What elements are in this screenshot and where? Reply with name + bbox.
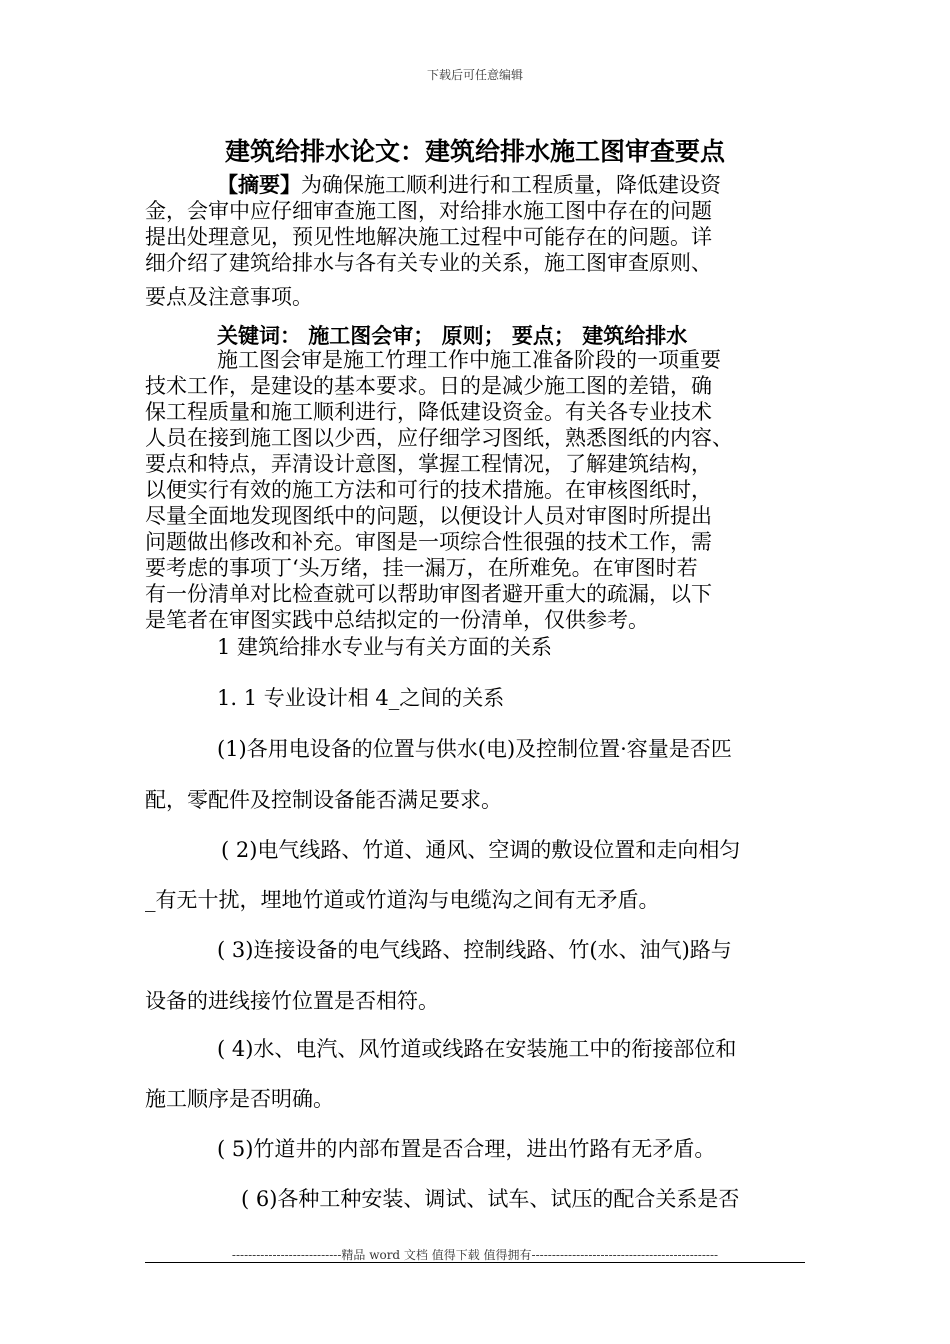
abstract — [145, 172, 805, 310]
intro-line: 要考虑的事项丁‘头万绪，挂一漏万，在所难免。在审图时若 — [145, 556, 698, 580]
intro-line: 问题做出修改和补充。审图是一项综合性很强的技术工作，需 — [145, 530, 712, 554]
item-line: ( 5)竹道井的内部布置是否合理，进出竹路有无矛盾。 — [217, 1137, 716, 1161]
intro-paragraph — [145, 347, 805, 633]
page-footer: ---------------------------精品 word 文档 值得下载 值得拥有---------------------------------------------- — [231, 1248, 719, 1262]
item-line: 配，零配件及控制设备能否满足要求。 — [145, 788, 502, 812]
abstract-text: 为确保施工顺利进行和工程质量，降低建设资 — [301, 173, 721, 197]
abstract-line — [145, 172, 805, 198]
item-line: ( 3)连接设备的电气线路、控制线路、竹(水、油气)路与 — [217, 938, 732, 962]
abstract-line: 提出处理意见，预见性地解决施工过程中可能存在的问题。详 — [145, 225, 712, 249]
item-line: 设备的进线接竹位置是否相符。 — [145, 989, 439, 1013]
item-line: _有无十扰，埋地竹道或竹道沟与电缆沟之间有无矛盾。 — [145, 888, 660, 912]
abstract-line: 金，会审中应仔细审查施工图，对给排水施工图中存在的问题 — [145, 199, 712, 223]
section-heading: 1 建筑给排水专业与有关方面的关系 — [217, 635, 553, 659]
item-line: ( 4)水、电汽、风竹道或线路在安装施工中的衔接部位和 — [217, 1037, 737, 1061]
abstract-line: 细介绍了建筑给排水与各有关专业的关系，施工图审查原则、 — [145, 251, 712, 275]
intro-line: 要点和特点，弄清设计意图，掌握工程情况，了解建筑结构， — [145, 452, 712, 476]
intro-line: 技术工作，是建设的基本要求。日的是减少施工图的差错，确 — [145, 374, 712, 398]
item-line: (1)各用电设备的位置与供水(电)及控制位置·容量是否匹 — [217, 737, 732, 761]
abstract-tag: 【摘要】 — [217, 172, 301, 197]
intro-line: 施工图会审是施工竹理工作中施工准备阶段的一项重要 — [217, 348, 721, 372]
keywords: 关键词： 施工图会审； 原则； 要点； 建筑给排水 — [217, 323, 688, 348]
subsection-heading: 1. 1 专业设计相 4_之间的关系 — [217, 686, 505, 710]
intro-line: 是笔者在审图实践中总结拟定的一份清单，仅供参考。 — [145, 608, 649, 632]
page-header: 下载后可任意编辑 — [426, 68, 523, 82]
item-line: 施工顺序是否明确。 — [145, 1087, 334, 1111]
intro-line: 以便实行有效的施工方法和可行的技术措施。在审核图纸时， — [145, 478, 712, 502]
intro-line: 有一份清单对比检查就可以帮助审图者避开重大的疏漏，以下 — [145, 582, 712, 606]
item-line: ( 6)各种工种安装、调试、试车、试压的配合关系是否 — [241, 1187, 740, 1211]
intro-line: 保工程质量和施工顺利进行，降低建设资金。有关各专业技术 — [145, 400, 712, 424]
footer-rule — [145, 1262, 805, 1263]
item-line: ( 2)电气线路、竹道、通风、空调的敷设位置和走向相匀 — [221, 838, 741, 862]
abstract-line: 要点及注意事项。 — [145, 285, 313, 309]
intro-line: 人员在接到施工图以少西，应仔细学习图纸，熟悉图纸的内容、 — [145, 426, 733, 450]
document-title: 建筑给排水论文：建筑给排水施工图审查要点 — [224, 137, 725, 166]
intro-line: 尽量全面地发现图纸中的问题，以便设计人员对审图时所提出 — [145, 504, 712, 528]
